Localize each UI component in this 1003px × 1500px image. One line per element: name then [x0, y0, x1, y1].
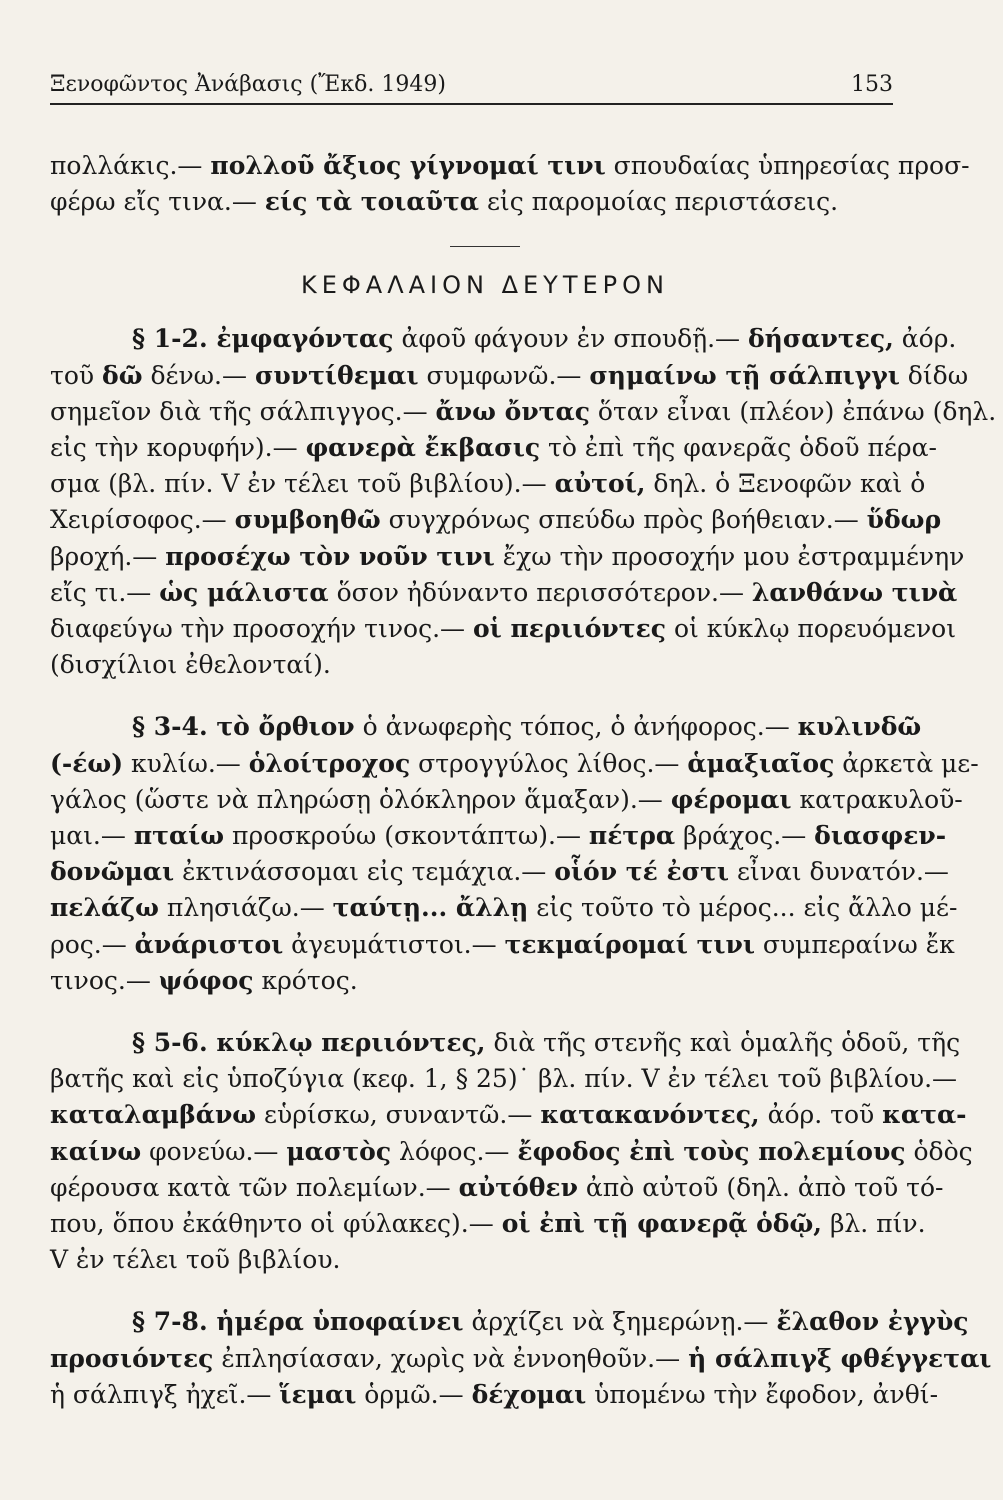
- text-line: [50, 782, 963, 818]
- gloss-text: διὰ τῆς στενῆς καὶ ὁμαλῆς ὁδοῦ, τῆς: [485, 1028, 961, 1058]
- gloss-text: εἶναι δυνατόν.—: [729, 857, 949, 887]
- gloss-text: εἰς τοῦτο τὸ μέρος... εἰς ἄλλο μέ-: [528, 893, 958, 923]
- gloss-text: σμα (βλ. πίν. V ἐν τέλει τοῦ βιβλίου).—: [50, 469, 555, 499]
- gloss-text: πολλάκις.—: [50, 151, 211, 180]
- gloss-text: γάλος (ὥστε νὰ πληρώσῃ ὁλόκληρον ἅμαξαν).—: [50, 784, 671, 814]
- headword: καταλαμβάνω: [50, 1100, 257, 1130]
- headword: ταύτῃ... ἄλλῃ: [332, 893, 529, 923]
- headword: ἀνάριστοι: [134, 929, 284, 959]
- gloss-text: συμπεραίνω ἔκ: [754, 929, 955, 959]
- commentary-paragraph: [50, 321, 997, 683]
- gloss-text: που, ὅπου ἐκάθηντο οἱ φύλακες).—: [50, 1209, 502, 1239]
- headword: § 1-2. ἐμφαγόντας: [132, 324, 394, 354]
- gloss-text: ὑπομένω τὴν ἔφοδον, ἀνθί-: [586, 1379, 939, 1409]
- gloss-text: (δισχίλιοι ἐθελονταί).: [50, 650, 331, 680]
- headword: οἱ περιιόντες: [472, 614, 667, 644]
- text-line: [50, 890, 958, 926]
- gloss-text: κρότος.: [253, 965, 358, 995]
- text-line: [50, 430, 937, 466]
- running-header: [50, 72, 893, 105]
- gloss-text: Χειρίσοφος.—: [50, 505, 235, 535]
- gloss-text: προσκρούω (σκοντάπτω).—: [224, 821, 589, 851]
- gloss-text: μαι.—: [50, 821, 134, 851]
- text-line: [50, 394, 997, 430]
- headword: ὕδωρ: [866, 505, 942, 535]
- headword: ἵεμαι: [279, 1379, 357, 1409]
- gloss-text: φέρω εἴς τινα.—: [50, 187, 265, 217]
- headword: κατακανόντες,: [540, 1100, 760, 1130]
- headword: φέρομαι: [670, 784, 792, 814]
- text-line: [50, 148, 970, 184]
- commentary-paragraph: [50, 709, 979, 999]
- gloss-text: δίδω: [899, 360, 969, 390]
- running-title: Ξενοφῶντος Ἀνάβασις (Ἔκδ. 1949): [50, 72, 446, 97]
- text-line: [50, 1377, 939, 1413]
- gloss-text: πλησιάζω.—: [158, 893, 333, 923]
- headword: ψόφος: [158, 965, 254, 995]
- commentary-paragraph: [50, 1304, 992, 1413]
- text-line: [50, 1134, 973, 1170]
- gloss-text: εὑρίσκω, συναντῶ.—: [256, 1100, 541, 1130]
- headword: ἁμαξιαῖος: [687, 748, 835, 778]
- text-line: [50, 963, 920, 999]
- chapter-title: ΚΕΦΑΛΑΙΟΝ ΔΕΥΤΕΡΟΝ: [301, 271, 669, 300]
- text-line: [50, 358, 969, 394]
- gloss-text: διαφεύγω τὴν προσοχήν τινος.—: [50, 614, 473, 644]
- gloss-text: συγχρόνως σπεύδω πρὸς βοήθειαν.—: [380, 505, 867, 535]
- gloss-text: βροχή.—: [50, 541, 166, 571]
- text-line: [50, 818, 947, 854]
- headword: προσέχω τὸν νοῦν τινι: [165, 541, 495, 571]
- headword: προσιόντες: [50, 1343, 214, 1373]
- headword: οἱ ἐπὶ τῇ φανερᾷ ὁδῷ,: [501, 1209, 822, 1239]
- headword: είς τὰ τοιαῦτα: [264, 187, 480, 217]
- gloss-text: ἀρχίζει νὰ ξημερώνῃ.—: [463, 1307, 777, 1337]
- headword: δονῶμαι: [50, 857, 175, 887]
- text-line: [50, 709, 920, 745]
- gloss-text: εἴς τι.—: [50, 577, 160, 607]
- headword: συμβοηθῶ: [234, 505, 381, 535]
- intro-paragraph: [50, 148, 970, 220]
- headword: κατα-: [882, 1100, 967, 1130]
- headword: § 3-4. τὸ ὄρθιον: [132, 712, 355, 742]
- headword: ἄνω ὄντας: [435, 396, 590, 426]
- gloss-text: ἀπὸ αὐτοῦ (δηλ. ἀπὸ τοῦ τό-: [577, 1172, 944, 1202]
- text-line: [50, 575, 958, 611]
- headword: οἷόν τέ ἐστι: [554, 857, 730, 887]
- headword: μαστὸς: [286, 1136, 392, 1166]
- headword: (-έω): [50, 748, 124, 778]
- gloss-text: δηλ. ὁ Ξενοφῶν καὶ ὁ: [645, 469, 926, 499]
- headword: τεκμαίρομαί τινι: [504, 929, 755, 959]
- gloss-text: σπουδαίας ὑπηρεσίας προσ-: [605, 151, 970, 180]
- text-line: [50, 539, 965, 575]
- text-line: [50, 611, 957, 647]
- headword: κυλινδῶ: [797, 712, 922, 742]
- gloss-text: βατῆς καὶ εἰς ὑποζύγια (κεφ. 1, § 25)˙ βλ. πίν. V ἐν τέλει τοῦ βιβλίου.—: [50, 1064, 958, 1094]
- gloss-text: ἡ σάλπιγξ ἠχεῖ.—: [50, 1379, 280, 1409]
- page-number: 153: [851, 72, 893, 97]
- gloss-text: ἐκτινάσσομαι εἰς τεμάχια.—: [174, 857, 555, 887]
- gloss-text: ὅσον ἠδύναντο περισσότερον.—: [328, 577, 752, 607]
- section-separator: [450, 246, 520, 247]
- headword: ἡ σάλπιγξ φθέγγεται: [688, 1343, 992, 1373]
- gloss-text: οἱ κύκλῳ πορευόμενοι: [666, 614, 957, 644]
- headword: λανθάνω τινὰ: [751, 577, 958, 607]
- headword: § 5-6. κύκλῳ περιιόντες,: [132, 1028, 486, 1058]
- text-line: [50, 1341, 992, 1377]
- headword: αὐτοί,: [554, 469, 646, 499]
- gloss-text: λόφος.—: [391, 1136, 518, 1166]
- text-line: [50, 1061, 958, 1097]
- commentary-paragraphs: [50, 321, 997, 1413]
- gloss-text: ἐπλησίασαν, χωρὶς νὰ ἐννοηθοῦν.—: [213, 1343, 689, 1373]
- headword: δήσαντες,: [748, 324, 894, 354]
- text-line: [50, 1170, 944, 1206]
- gloss-text: βράχος.—: [675, 821, 815, 851]
- headword: ἔφοδος ἐπὶ τοὺς πολεμίους: [517, 1136, 906, 1166]
- text-line: [50, 184, 920, 220]
- page-body: [50, 148, 997, 1439]
- text-line: [50, 502, 942, 538]
- gloss-text: ὁρμῶ.—: [356, 1379, 472, 1409]
- headword: δῶ: [102, 360, 143, 390]
- gloss-text: ἔχω τὴν προσοχήν μου ἐστραμμένην: [494, 541, 965, 571]
- gloss-text: τινος.—: [50, 965, 159, 995]
- gloss-text: βλ. πίν.: [822, 1209, 926, 1239]
- text-line: [50, 1025, 961, 1061]
- headword: πέτρα: [588, 821, 676, 851]
- gloss-text: φέρουσα κατὰ τῶν πολεμίων.—: [50, 1172, 459, 1202]
- gloss-text: ρος.—: [50, 929, 135, 959]
- text-line: [50, 321, 957, 357]
- headword: ἔλαθον ἐγγὺς: [776, 1307, 969, 1337]
- headword: ὡς μάλιστα: [159, 577, 329, 607]
- headword: φανερὰ ἔκβασις: [305, 433, 541, 463]
- gloss-text: ἀγευμάτιστοι.—: [283, 929, 505, 959]
- gloss-text: κυλίω.—: [123, 748, 249, 778]
- text-line: [50, 466, 926, 502]
- text-line: [50, 647, 920, 683]
- gloss-text: ὁ ἀνωφερὴς τόπος, ὁ ἀνήφορος.—: [354, 712, 798, 742]
- headword: σημαίνω τῇ σάλπιγγι: [589, 360, 900, 390]
- text-line: [50, 1242, 920, 1278]
- gloss-text: ἀφοῦ φάγουν ἐν σπουδῇ.—: [393, 324, 748, 354]
- gloss-text: εἰς τὴν κορυφήν).—: [50, 433, 306, 463]
- gloss-text: εἰς παρομοίας περιστάσεις.: [479, 187, 839, 217]
- gloss-text: δένω.—: [142, 360, 255, 390]
- headword: πταίω: [133, 821, 225, 851]
- gloss-text: σημεῖον διὰ τῆς σάλπιγγος.—: [50, 396, 436, 426]
- text-line: [50, 1206, 926, 1242]
- headword: ὁλοίτροχος: [248, 748, 411, 778]
- headword: καίνω: [50, 1136, 142, 1166]
- gloss-text: συμφωνῶ.—: [418, 360, 590, 390]
- headword: δέχομαι: [471, 1379, 587, 1409]
- gloss-text: κατρακυλοῦ-: [791, 784, 963, 814]
- gloss-text: ἀόρ.: [893, 324, 957, 354]
- headword: § 7-8. ἡμέρα ὑποφαίνει: [132, 1307, 464, 1337]
- headword: πολλοῦ ἄξιος γίγνομαί τινι: [210, 151, 606, 180]
- gloss-text: τοῦ: [50, 360, 103, 390]
- text-line: [50, 746, 979, 782]
- gloss-text: ἀόρ. τοῦ: [759, 1100, 883, 1130]
- gloss-text: ὁδὸς: [905, 1136, 973, 1166]
- text-line: [50, 927, 955, 963]
- headword: διασφεν-: [814, 821, 947, 851]
- gloss-text: τὸ ἐπὶ τῆς φανερᾶς ὁδοῦ πέρα-: [540, 433, 937, 463]
- commentary-paragraph: [50, 1025, 973, 1278]
- gloss-text: V ἐν τέλει τοῦ βιβλίου.: [50, 1245, 341, 1275]
- gloss-text: στρογγύλος λίθος.—: [410, 748, 688, 778]
- text-line: [50, 1304, 969, 1340]
- text-line: [50, 1097, 967, 1133]
- text-line: [50, 854, 949, 890]
- gloss-text: ὅταν εἶναι (πλέον) ἐπάνω (δηλ.: [589, 396, 997, 426]
- headword: αὐτόθεν: [458, 1172, 578, 1202]
- gloss-text: φονεύω.—: [141, 1136, 287, 1166]
- headword: συντίθεμαι: [254, 360, 419, 390]
- headword: πελάζω: [50, 893, 159, 923]
- gloss-text: ἀρκετὰ με-: [834, 748, 979, 778]
